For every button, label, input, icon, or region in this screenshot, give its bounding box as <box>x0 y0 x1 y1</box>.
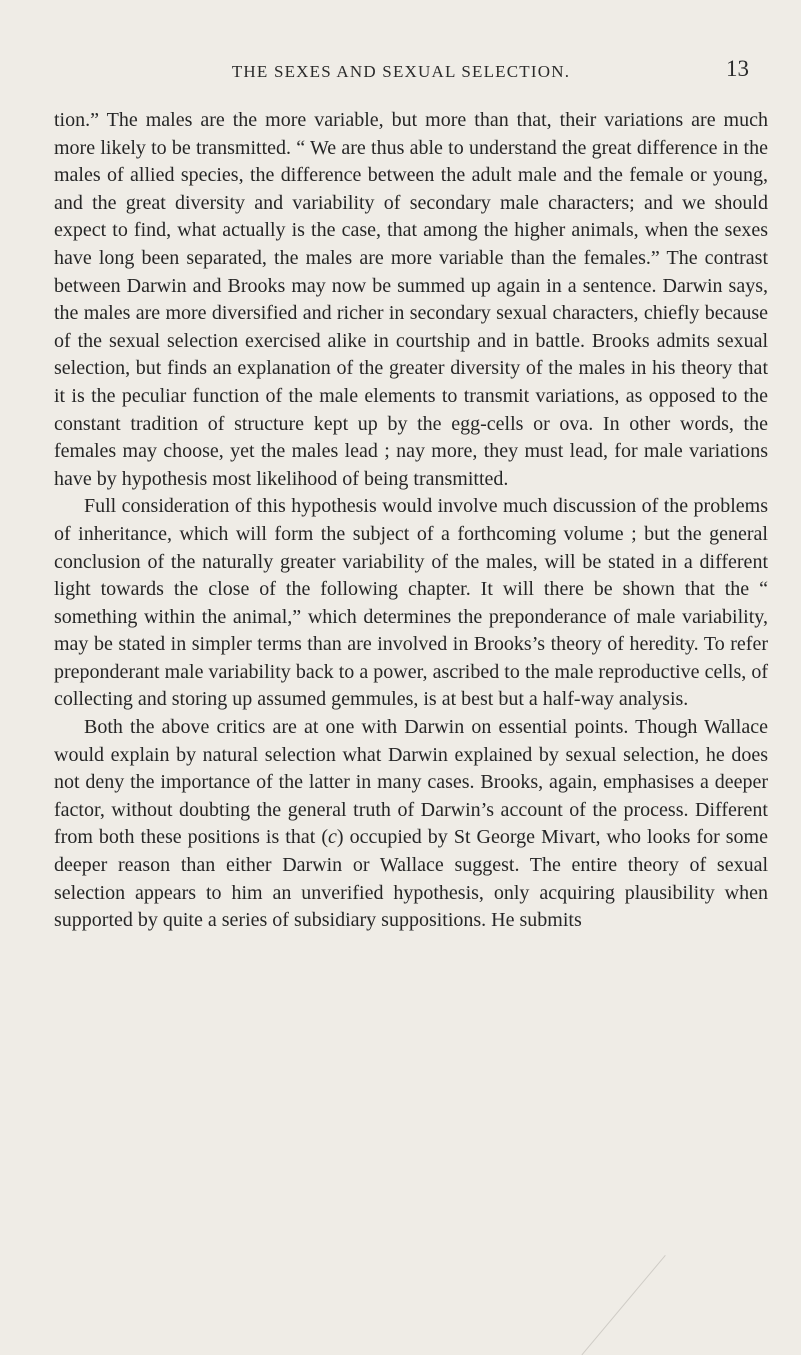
paragraph-3-part-2: ) occupied by St George Mivart, who looks for some deeper reason than either Darwin or Wallace suggest. The entire theory of sexual selection appears to him an unverified hypothesis, only acquiring plausibility when supported by quite a series of subsidiary suppositions. He submits <box>54 826 768 932</box>
running-head: THE SEXES AND SEXUAL SELECTION. <box>231 62 571 81</box>
paragraph-2: Full consideration of this hypothesis would involve much discussion of the problems of inheritance, which will form the subject of a forthcoming volume ; but the general conclusion of the naturally greater variability of the males, will be stated in a different light towards the close of the following chapter. It will there be shown that the “ something within the animal,” which determines the preponderance of male variability, may be stated in simpler terms than are involved in Brooks’s theory of heredity. To refer preponderant male variability back to a power, ascribed to the male reproductive cells, of collecting and storing up assumed gemmules, is at best but a half-way analysis. <box>54 495 768 711</box>
paragraph-1: tion.” The males are the more variable, but more than that, their variations are much more likely to be transmitted. “ We are thus able to understand the great difference in the males of allied species, the difference between the adult male and the female or young, and the great diversity and variability of secondary male characters; and we should expect to find, what actually is the case, that among the higher animals, when the sexes have long been separated, the males are more variable than the females.” The contrast between Darwin and Brooks may now be summed up again in a sentence. Darwin says, the males are more diversified and richer in secondary sexual characters, chiefly because of the sexual selection exercised alike in courtship and in battle. Brooks admits sexual selection, but finds an explanation of the greater diversity of the males in his theory that it is the peculiar function of the male elements to transmit variations, as opposed to the constant tradition of structure kept up by the egg-cells or ova. In other words, the females may choose, yet the males lead ; nay more, they must lead, for male variations have by hypothesis most likelihood of being transmitted. <box>54 109 768 490</box>
paragraph-3 <box>54 714 768 935</box>
scan-artifact-line <box>581 1255 665 1355</box>
paragraph-3-part-1: Both the above critics are at one with Darwin on essential points. Though Wallace would explain by natural selection what Darwin explained by sexual selection, he does not deny the importance of the latter in many cases. Brooks, again, emphasises a deeper factor, without doubting the general truth of Darwin’s account of the process. Different from both these positions is that ( <box>54 716 768 849</box>
list-marker-c: c <box>327 826 337 849</box>
body-text <box>54 107 768 935</box>
page-number: 13 <box>726 56 749 81</box>
